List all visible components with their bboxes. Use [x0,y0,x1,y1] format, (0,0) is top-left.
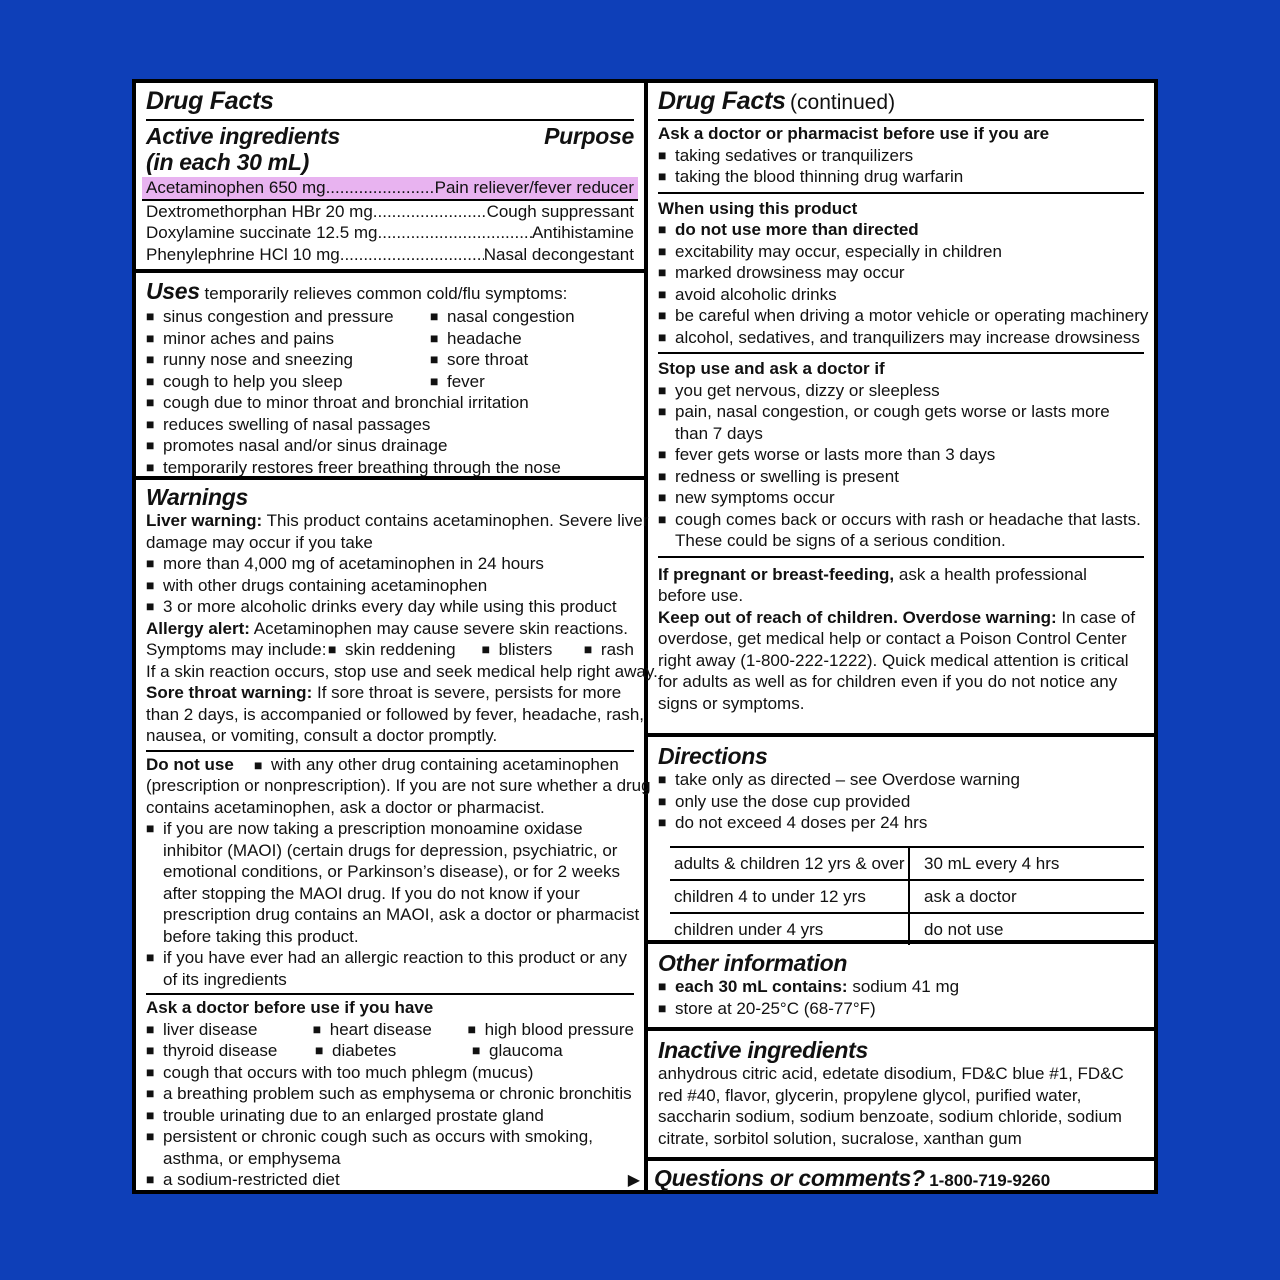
uses-item: ■ fever [430,371,485,393]
liver-warning-label: Liver warning: [146,511,263,530]
liver-item: ■ with other drugs containing acetaminophen [146,575,634,597]
ingredient-purpose: Antihistamine [531,223,634,242]
ask-pharmacist-item: ■ taking sedatives or tranquilizers [658,145,1144,167]
uses-item: ■ reduces swelling of nasal passages [146,414,634,436]
ingredient-row [146,222,634,244]
continue-arrow-icon: ▶ [627,1172,640,1189]
liver-item: ■ more than 4,000 mg of acetaminophen in 24 hours [146,553,634,575]
warnings-section [136,476,658,1198]
maoi-line: emotional conditions, or Parkinson’s disease), or for 2 weeks [163,862,621,881]
active-heading-line1: Active ingredients [146,123,340,149]
uses-item: ■ cough to help you sleep [146,371,430,393]
inactive-ingredients-text: citrate, sorbitol solution, sucralose, xanthan gum [658,1128,1022,1148]
inactive-ingredients-text: red #40, flavor, glycerin, propylene glycol, purified water, [658,1085,1082,1105]
dosage-amount: do not use [924,920,1004,939]
condition-item: ■ a sodium-restricted diet [146,1169,634,1191]
overdose-warning-text: overdose, get medical help or contact a Poison Control Center [658,629,1127,648]
stop-use-line: than 7 days [675,423,763,443]
uses-item: ■ sore throat [430,349,528,371]
left-column [136,83,658,1190]
right-column [648,83,1154,1190]
ingredient-purpose: Cough suppressant [486,201,634,221]
do-not-use-text: contains acetaminophen, ask a doctor or pharmacist. [146,797,545,817]
condition-item: ■ heart disease [313,1019,468,1041]
stop-use-line: These could be signs of a serious condition. [675,531,1006,550]
sore-throat-text: nausea, or vomiting, consult a doctor promptly. [146,726,498,745]
divider [658,556,1144,558]
divider [658,352,1144,354]
condition-item: ■ trouble urinating due to an enlarged prostate gland [146,1105,634,1127]
directions-item: ■ take only as directed – see Overdose warning [658,769,1144,791]
dosage-table [670,846,1144,945]
ingredient-name: Doxylamine succinate 12.5 mg [146,223,378,242]
condition-line: persistent or chronic cough such as occurs with smoking, [163,1127,593,1146]
inactive-ingredients-text: saccharin sodium, sodium benzoate, sodium chloride, sodium [658,1107,1122,1126]
maoi-line: after stopping the MAOI drug. If you do not know if your [163,883,580,903]
maoi-line: prescription drug contains an MAOI, ask a doctor or pharmacist [163,905,640,924]
overdose-warning-label: Keep out of reach of children. Overdose warning: [658,607,1057,627]
condition-line: asthma, or emphysema [163,1148,341,1168]
when-using-item: ■ avoid alcoholic drinks [658,284,1144,306]
allergic-line: of its ingredients [163,969,287,989]
maoi-line: before taking this product. [163,926,359,946]
questions-phone: 1-800-719-9260 [929,1171,1051,1190]
condition-item: ■ high blood pressure [468,1019,634,1041]
allergic-line: if you have ever had an allergic reaction to this product or any [163,948,627,967]
ask-doctor-heading: Ask a doctor before use if you have [146,998,434,1017]
condition-item: ■ glaucoma [472,1040,563,1062]
when-using-item: ■ do not use more than directed [658,219,1144,241]
purpose-heading: Purpose [544,123,634,149]
ingredient-name: Dextromethorphan HBr 20 mg [146,201,373,221]
ingredient-purpose: Pain reliever/fever reducer [434,178,634,197]
dosage-amount: 30 mL every 4 hrs [924,854,1060,873]
stop-use-item: ■ pain, nasal congestion, or cough gets worse or lasts more [658,401,1144,423]
uses-item: ■ minor aches and pains [146,328,430,350]
stop-use-item: ■ fever gets worse or lasts more than 3 days [658,444,1144,466]
overdose-warning-text: signs or symptoms. [658,693,805,713]
maoi-item [146,818,634,840]
active-heading-line2: (in each 30 mL) [146,149,309,175]
uses-item: ■ temporarily restores freer breathing through the nose [146,457,634,479]
stop-use-heading: Stop use and ask a doctor if [658,359,885,378]
do-not-use-text: (prescription or nonprescription). If you are not sure whether a drug [146,776,651,795]
do-not-use-item: ■ with any other drug containing acetaminophen [254,755,619,774]
maoi-line: inhibitor (MAOI) (certain drugs for depression, psychiatric, or [163,840,618,860]
questions-label: Questions or comments? [654,1165,925,1191]
when-using-item: ■ be careful when driving a motor vehicle or operating machinery [658,305,1144,327]
inactive-ingredients-heading: Inactive ingredients [658,1037,869,1063]
ingredient-name: Phenylephrine HCl 10 mg [146,244,340,264]
condition-item: ■ liver disease [146,1019,313,1041]
storage-item: ■ store at 20-25°C (68-77°F) [658,998,1144,1020]
symptom-item: ■ skin reddening [328,639,482,661]
overdose-warning-text: In case of [1061,607,1136,627]
stop-use-item: ■ redness or swelling is present [658,466,1144,488]
when-using-heading: When using this product [658,198,858,218]
sore-throat-label: Sore throat warning: [146,683,313,702]
stop-use-item: ■ new symptoms occur [658,487,1144,509]
directions-section [648,733,1154,940]
pregnant-text: before use. [658,586,744,605]
symptom-item: ■ rash [584,639,634,661]
other-information-section [648,940,1154,1027]
sore-throat-text: than 2 days, is accompanied or followed by fever, headache, rash, [146,704,645,724]
directions-heading: Directions [658,743,768,769]
continued-section [648,83,1154,733]
maoi-line: if you are now taking a prescription monoamine oxidase [163,819,583,838]
ingredient-row [142,177,638,201]
uses-intro: temporarily relieves common cold/flu symptoms: [204,284,568,303]
divider [146,750,634,752]
dosage-row [670,881,1144,914]
active-ingredients-section [136,83,644,269]
dosage-age: children under 4 yrs [670,914,910,945]
ask-pharmacist-heading: Ask a doctor or pharmacist before use if you are [658,124,1050,143]
sore-throat-text: If sore throat is severe, persists for more [316,683,622,702]
allergy-alert-label: Allergy alert: [146,618,250,638]
ingredient-purpose: Nasal decongestant [483,244,634,264]
condition-item: ■ cough that occurs with too much phlegm (mucus) [146,1062,634,1084]
directions-item: ■ only use the dose cup provided [658,791,1144,813]
uses-item: ■ sinus congestion and pressure [146,306,430,328]
pregnant-label: If pregnant or breast-feeding, [658,564,895,584]
liver-warning-text: damage may occur if you take [146,532,373,552]
pregnant-text: ask a health professional [898,564,1087,584]
when-using-item: ■ marked drowsiness may occur [658,262,1144,284]
drug-facts-label [132,79,1158,1194]
condition-item: ■ diabetes [315,1040,472,1062]
sodium-text: sodium 41 mg [852,977,960,996]
liver-item: ■ 3 or more alcoholic drinks every day while using this product [146,596,634,618]
continued-title [658,86,1144,121]
other-information-heading: Other information [658,950,848,976]
directions-item: ■ do not exceed 4 doses per 24 hrs [658,812,1144,834]
condition-item: ■ thyroid disease [146,1040,315,1062]
drug-facts-title-continued: Drug Facts [658,87,786,115]
uses-item: ■ runny nose and sneezing [146,349,430,371]
ingredient-name: Acetaminophen 650 mg [146,178,326,197]
uses-item: ■ promotes nasal and/or sinus drainage [146,435,634,457]
warnings-heading: Warnings [146,484,248,510]
allergy-alert-text: Acetaminophen may cause severe skin reactions. [253,618,628,638]
uses-section [136,269,644,476]
overdose-warning-text: right away (1-800-222-1222). Quick medical attention is critical [658,650,1129,670]
symptom-item: ■ blisters [482,639,584,661]
when-using-item: ■ alcohol, sedatives, and tranquilizers may increase drowsiness [658,327,1144,349]
stop-use-item: ■ cough comes back or occurs with rash or headache that lasts. [658,509,1144,531]
dosage-row [670,848,1144,881]
uses-item: ■ nasal congestion [430,306,575,328]
ingredient-row [146,244,634,266]
skin-reaction-text: If a skin reaction occurs, stop use and seek medical help right away. [146,661,658,681]
continued-label: (continued) [790,91,896,114]
divider [146,993,634,995]
overdose-warning-text: for adults as well as for children even if you do not notice any [658,672,1118,691]
sodium-label: each 30 mL contains: [675,977,848,996]
do-not-use-label: Do not use [146,754,234,774]
divider [658,192,1144,194]
when-using-item: ■ excitability may occur, especially in children [658,241,1144,263]
active-ingredients-heading [146,123,340,175]
stop-use-item: ■ you get nervous, dizzy or sleepless [658,380,1144,402]
inactive-ingredients-text: anhydrous citric acid, edetate disodium, FD&C blue #1, FD&C [658,1064,1124,1083]
dosage-age: children 4 to under 12 yrs [670,881,910,912]
uses-item: ■ headache [430,328,522,350]
dosage-amount: ask a doctor [924,887,1017,906]
symptoms-label: Symptoms may include: [146,640,327,659]
uses-heading: Uses [146,278,200,304]
ask-pharmacist-item: ■ taking the blood thinning drug warfarin [658,166,1144,188]
condition-item: ■ a breathing problem such as emphysema or chronic bronchitis [146,1083,634,1105]
condition-item [146,1126,634,1148]
uses-item: ■ cough due to minor throat and bronchial irritation [146,392,634,414]
liver-warning-text: This product contains acetaminophen. Severe liver [266,511,649,530]
inactive-ingredients-section [648,1027,1154,1157]
dosage-age: adults & children 12 yrs & over [670,848,910,879]
questions-section [648,1157,1154,1194]
ingredient-row [146,201,634,223]
allergic-item [146,947,634,969]
drug-facts-title: Drug Facts [146,86,634,121]
